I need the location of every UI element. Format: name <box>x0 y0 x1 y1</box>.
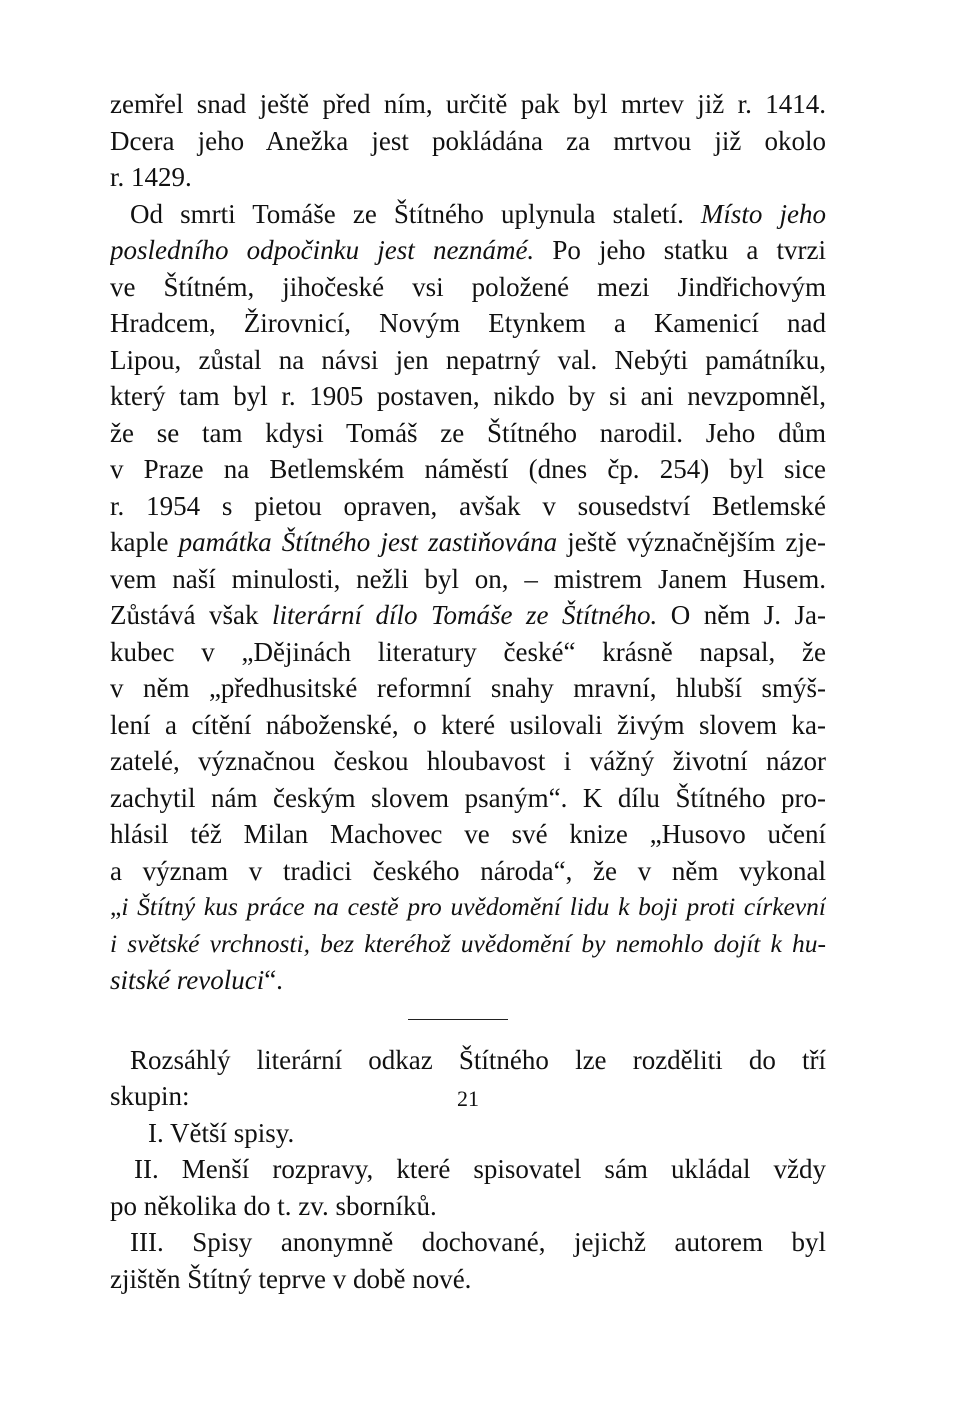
text-line: zemřel snad ještě před ním, určitě pak byl mrtev již r. 1414. <box>110 89 826 119</box>
italic-phrase: posledního odpočinku jest neznámé. <box>110 235 535 265</box>
list-number: II. <box>134 1154 159 1184</box>
text-line: zatelé, význačnou českou hloubavost i vážný životní názor <box>110 746 826 776</box>
text-line: r. 1954 s pietou opraven, avšak v sousedství Betlemské <box>110 490 826 521</box>
italic-quote: i Štítný kus práce na cestě pro uvědomění lidu k boji proti církevní <box>121 892 826 921</box>
text-line <box>110 926 826 963</box>
text-line: kaple památka Štítného jest zastiňována ještě význačnějším zje- <box>110 527 826 557</box>
page-number: 21 <box>457 1086 479 1111</box>
text-line: skupin: <box>110 1081 190 1111</box>
text-line: kubec v „Dějinách literatury české“ krásně napsal, že <box>110 636 826 667</box>
text-line: který tam byl r. 1905 postaven, nikdo by si ani nevzpomněl, <box>110 381 826 411</box>
text-line: sitské revoluci“. <box>110 965 283 995</box>
list-number: III. <box>130 1227 164 1257</box>
text-line: že se tam kdysi Tomáš ze Štítného narodil. Jeho dům <box>110 417 826 448</box>
text-line: Dcera jeho Anežka jest pokládána za mrtvou již okolo <box>110 125 826 156</box>
list-item-continuation: po několika do t. zv. sborníků. <box>110 1190 437 1221</box>
list-item-continuation: zjištěn Štítný teprve v době nové. <box>110 1263 472 1294</box>
text-line: Zůstává však literární dílo Tomáše ze Štítného. O něm J. Ja- <box>110 600 826 630</box>
section-divider <box>408 1019 508 1020</box>
list-item: I. Větší spisy. <box>148 1117 295 1148</box>
text-line: Hradcem, Žirovnicí, Novým Etynkem a Kamenicí nad <box>110 308 826 338</box>
text-line: v Praze na Betlemském náměstí (dnes čp. 254) byl sice <box>110 454 826 484</box>
text-line: ve Štítném, jihočeské vsi položené mezi Jindřichovým <box>110 271 826 302</box>
paragraph-main <box>110 196 826 999</box>
page-body <box>110 86 826 1297</box>
text-line: „i Štítný kus práce na cestě pro uvědomění lidu k boji proti církevní <box>110 892 826 921</box>
list-number: I. <box>148 1117 164 1148</box>
text-line: posledního odpočinku jest neznámé. Po jeho statku a tvrzi <box>110 235 826 265</box>
text-line: a význam v tradici českého národa“, že v něm vykonal <box>110 855 826 886</box>
paragraph-continuation <box>110 86 826 196</box>
text-line: hlásil též Milan Machovec ve své knize „Husovo učení <box>110 819 826 849</box>
text-line: v něm „předhusitské reformní snahy mravní, hlubší smýš- <box>110 673 826 703</box>
text-line: Rozsáhlý literární odkaz Štítného lze rozděliti do tří <box>130 1044 826 1075</box>
italic-phrase: Místo jeho <box>700 198 826 229</box>
list-item: III. Spisy anonymně dochované, jejichž autorem byl <box>130 1227 826 1257</box>
text-line: Lipou, zůstal na návsi jen nepatrný val. Nebýti památníku, <box>110 344 826 375</box>
italic-quote: sitské revoluci <box>110 965 265 995</box>
text-line: lení a cítění náboženské, o které usilovali živým slovem ka- <box>110 709 826 740</box>
italic-quote: i světské vrchnosti, bez kteréhož uvědomění by nemohlo dojít k hu- <box>110 928 826 958</box>
italic-phrase: literární dílo Tomáše ze Štítného. <box>271 600 658 630</box>
text-line: vem naší minulosti, nežli byl on, – mistrem Janem Husem. <box>110 563 826 594</box>
italic-phrase: památka Štítného jest zastiňována <box>178 527 558 557</box>
section-groups <box>110 1042 826 1298</box>
text-line: zachytil nám českým slovem psaným“. K dílu Štítného pro- <box>110 782 826 813</box>
text-line: r. 1429. <box>110 162 192 192</box>
text-line: Od smrti Tomáše ze Štítného uplynula staletí. Místo jeho <box>130 198 826 229</box>
list-item: II. Menší rozpravy, které spisovatel sám ukládal vždy <box>134 1154 826 1184</box>
